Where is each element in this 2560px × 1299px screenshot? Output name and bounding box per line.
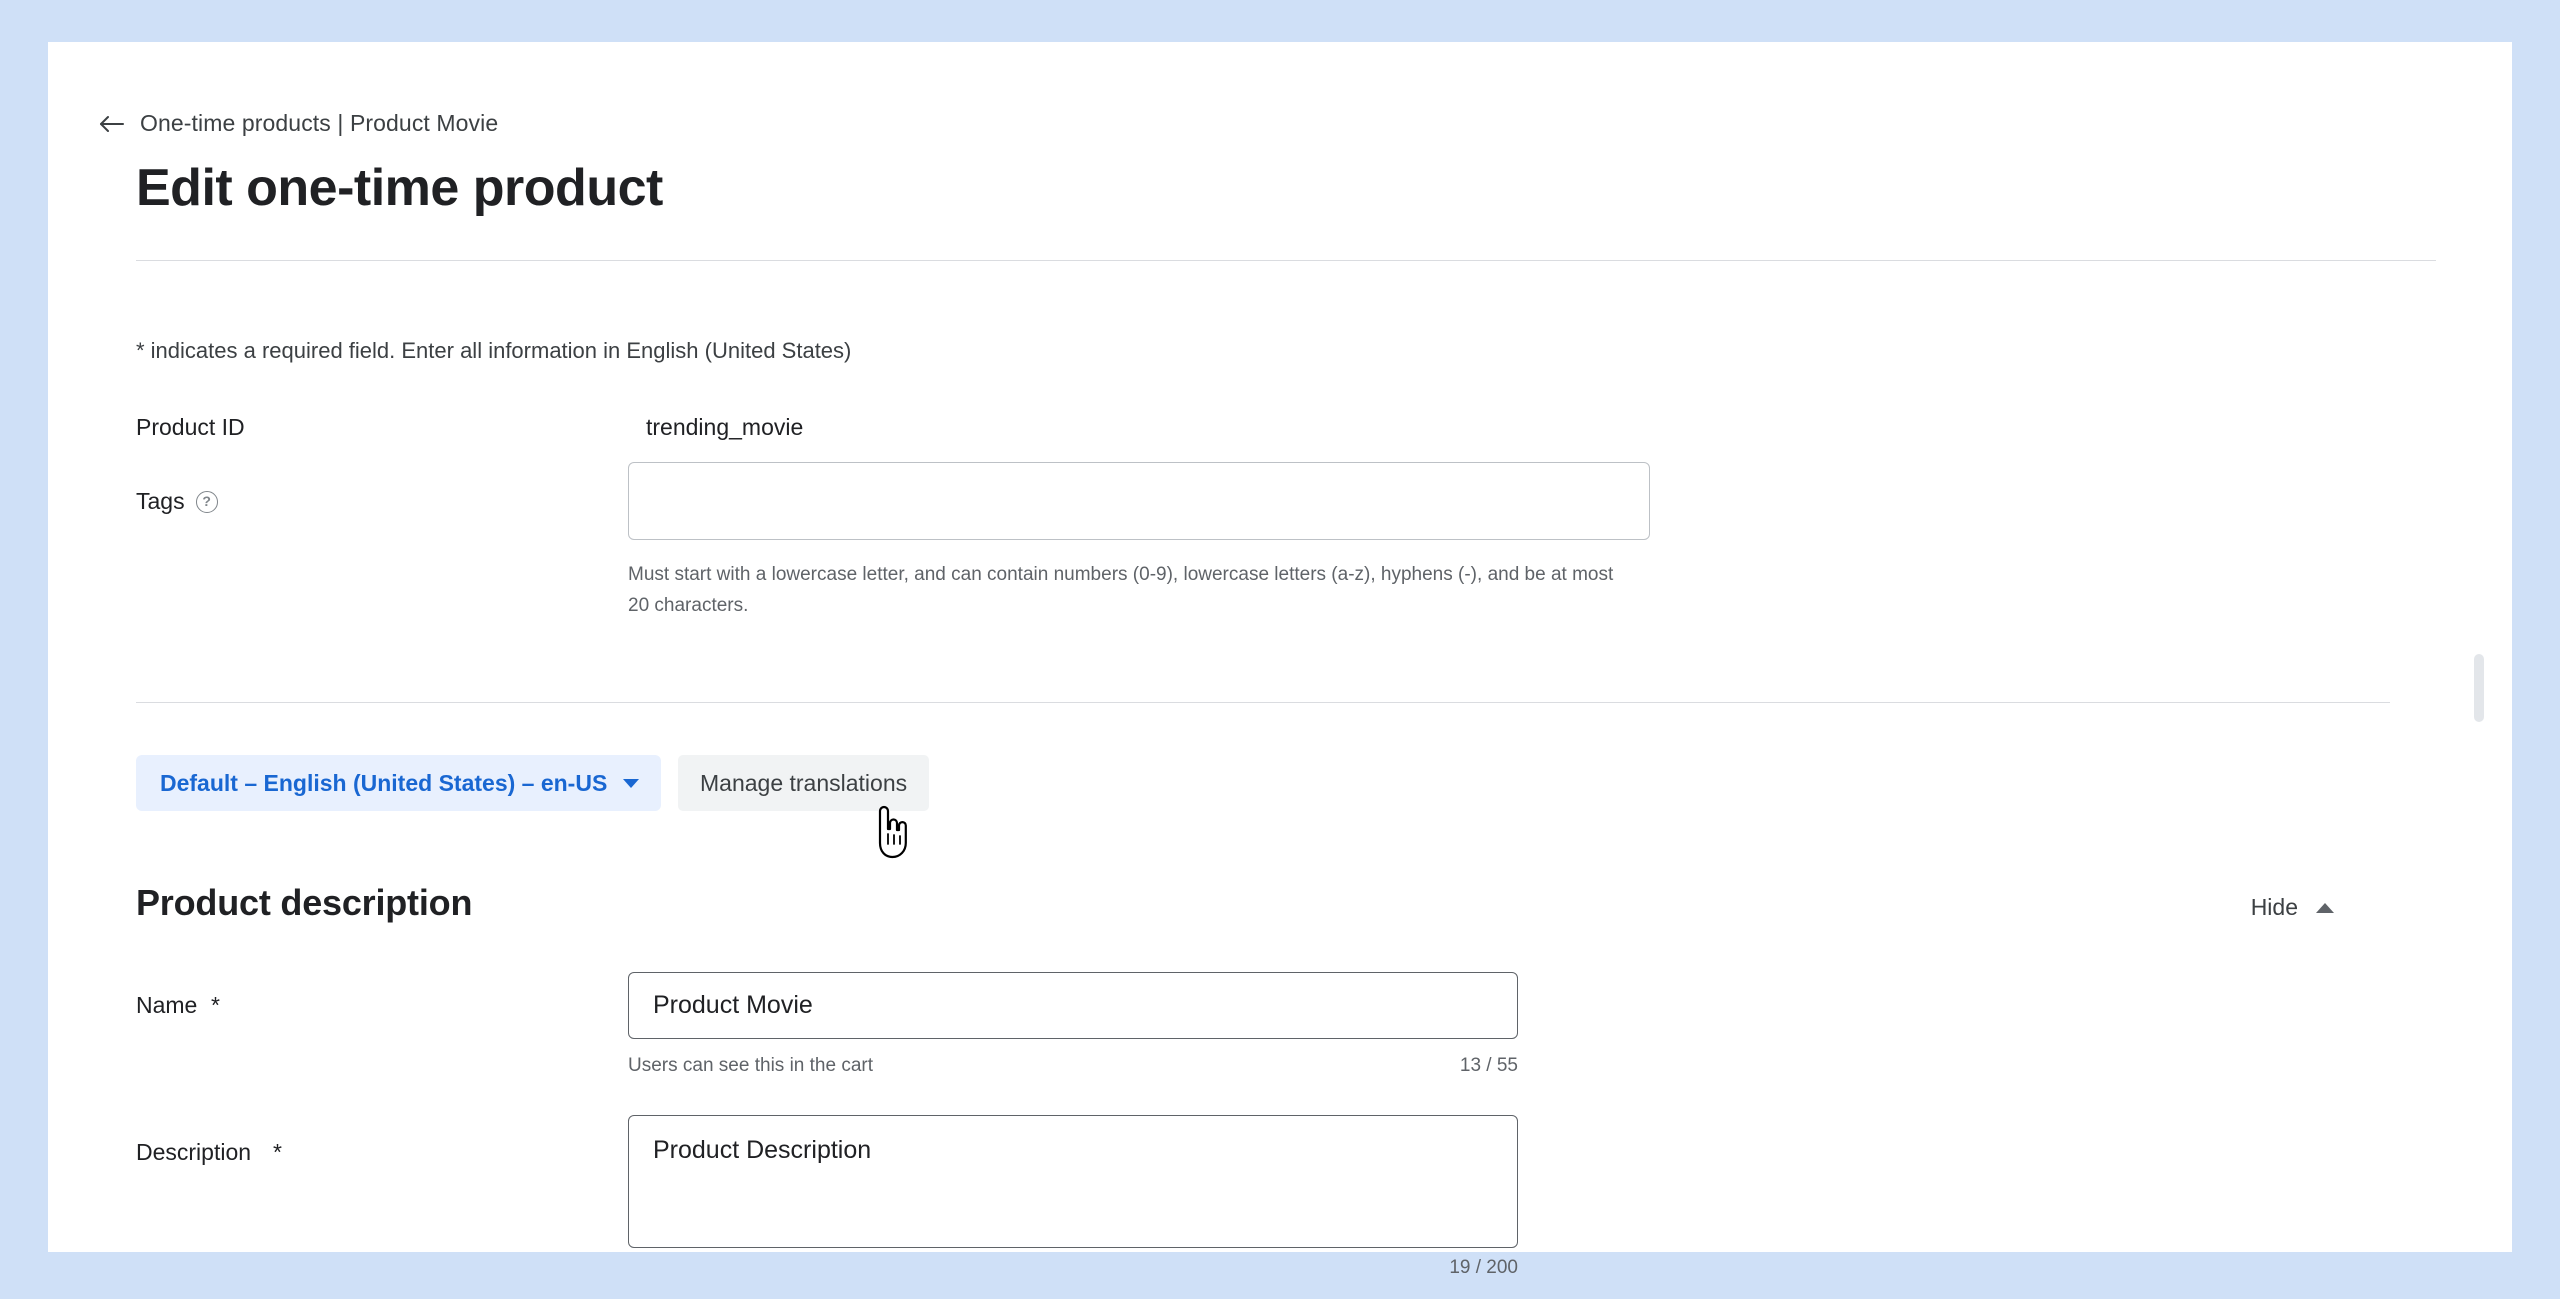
breadcrumb-label[interactable]: One-time products | Product Movie	[140, 110, 499, 136]
chevron-down-icon	[623, 779, 639, 788]
arrow-left-icon[interactable]	[98, 112, 126, 136]
description-required-marker: *	[273, 1139, 282, 1165]
name-required-marker: *	[211, 992, 220, 1018]
description-textarea[interactable]	[628, 1115, 1518, 1248]
name-character-counter: 13 / 55	[1459, 1055, 1518, 1076]
help-circle-icon[interactable]: ?	[196, 491, 218, 513]
description-label: Description	[136, 1139, 252, 1165]
tags-input[interactable]	[628, 462, 1650, 540]
chevron-up-icon	[2316, 903, 2334, 913]
name-helper-text: Users can see this in the cart	[628, 1055, 873, 1076]
product-description-title: Product description	[136, 882, 473, 923]
pointing-hand-cursor	[868, 807, 912, 859]
hide-section-label: Hide	[2250, 894, 2298, 920]
content-card	[48, 42, 2512, 1278]
scrollbar-thumb[interactable]	[2474, 654, 2484, 722]
required-field-note: * indicates a required field. Enter all information in English (United States)	[136, 338, 852, 363]
description-character-counter: 19 / 200	[1449, 1257, 1518, 1278]
locale-selector-label: Default – English (United States) – en-US	[160, 769, 608, 796]
locale-selector[interactable]	[136, 755, 661, 811]
manage-translations-button[interactable]: Manage translations	[678, 755, 929, 811]
product-id-label: Product ID	[136, 414, 245, 440]
header-divider	[136, 260, 2436, 261]
section-divider	[136, 702, 2390, 703]
tags-label	[136, 488, 218, 515]
product-id-value: trending_movie	[646, 414, 804, 440]
breadcrumb[interactable]	[98, 110, 498, 137]
name-input[interactable]	[628, 972, 1518, 1039]
hide-section-toggle[interactable]	[2251, 894, 2334, 921]
tags-helper-text: Must start with a lowercase letter, and can contain numbers (0-9), lowercase letters (a-z), hyphens (-), and be at most 20 characters.	[628, 564, 1614, 616]
page-title: Edit one-time product	[136, 159, 663, 217]
tags-label-text: Tags	[136, 488, 185, 514]
name-label: Name	[136, 992, 198, 1018]
